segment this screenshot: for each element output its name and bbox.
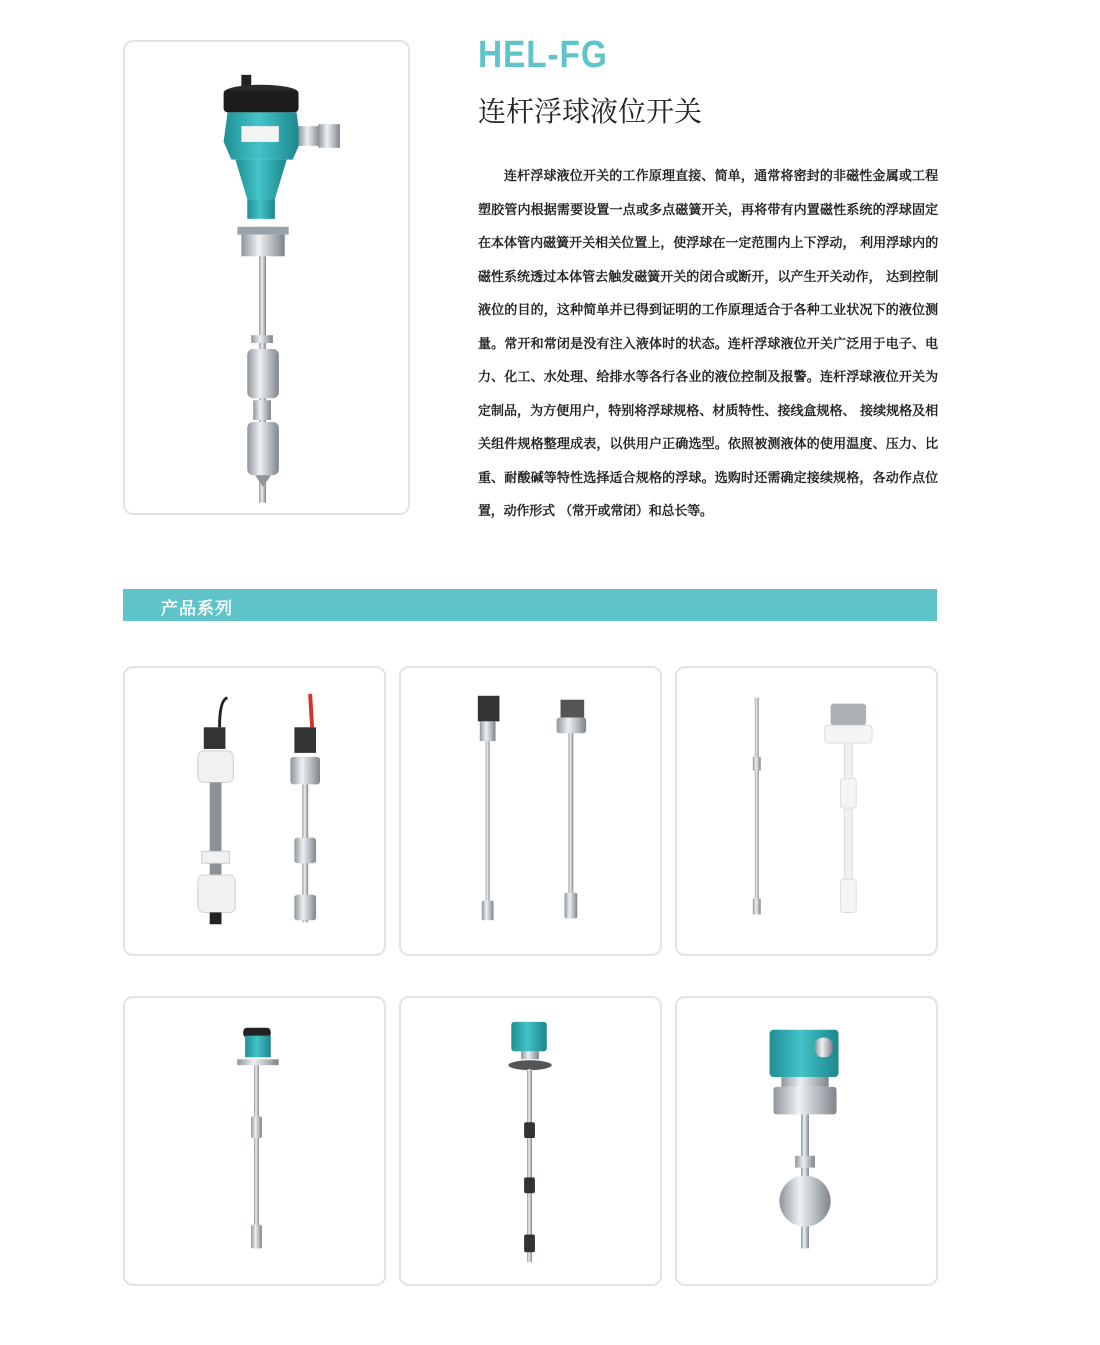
product-card-3 [675,666,938,956]
product-image-2 [401,668,660,954]
main-product-card [123,40,410,515]
product-image-4 [125,998,384,1284]
product-image-3 [677,668,936,954]
product-image-5 [401,998,660,1284]
product-model: HEL-FG [478,34,608,76]
product-card-2 [399,666,662,956]
product-description: 连杆浮球液位开关的工作原理直接、简单，通常将密封的非磁性金属或工程塑胶管内根据需要设置一点或多点磁簧开关，再将带有内置磁性系统的浮球固定在本体管内磁簧开关相关位置上，使浮球在一定范围内上下浮动， 利用浮球内的磁性系统透过本体管去触发磁簧开关的闭合或断开，以产生开关动作， 达到控制液位的目的，这种简单并已得到证明的工作原理适合于各种工业状况下的液位测量。常开和常闭是没有注入液体时的状态。连杆浮球液位开关广泛用于电子、电力、化工、水处理、给排水等各行各业的液位控制及报警。连杆浮球液位开关为定制品，为方便用户，特别将浮球规格、材质特性、接线盒规格、 接续规格及相关组件规格整理成表，以供用户正确选型。依照被测液体的使用温度、压力、比重、耐酸碱等特性选择适合规格的浮球。选购时还需确定接续规格，各动作点位置，动作形式 （常开或常闭）和总长等。 [478,169,938,519]
product-image-6 [677,998,936,1284]
product-card-5 [399,996,662,1286]
product-title: 连杆浮球液位开关 [478,95,703,128]
product-card-6 [675,996,938,1286]
product-card-4 [123,996,386,1286]
main-product-image [125,42,408,513]
section-title: 产品系列 [161,599,233,619]
product-card-1 [123,666,386,956]
product-image-1 [125,668,384,954]
section-band [123,589,937,621]
